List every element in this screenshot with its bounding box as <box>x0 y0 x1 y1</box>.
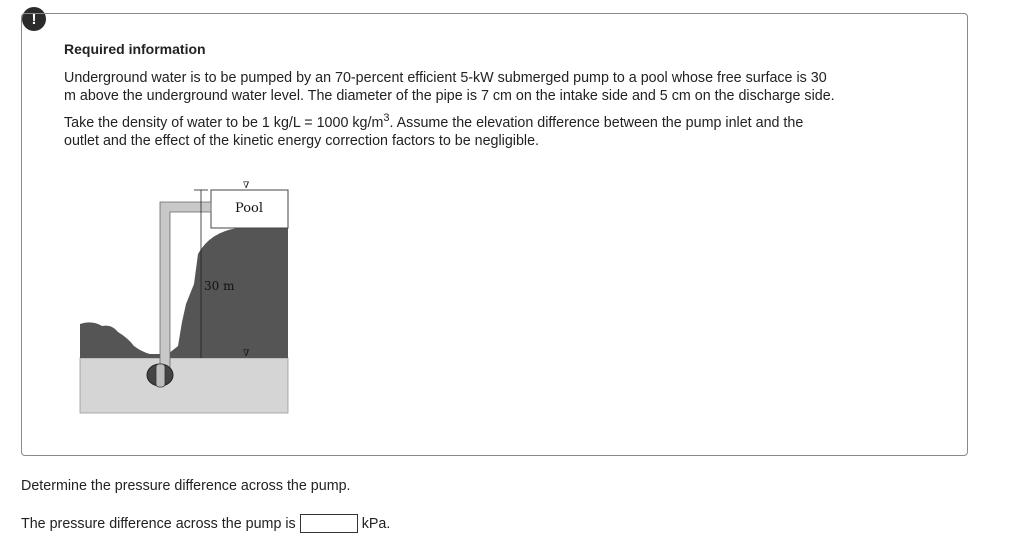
pump-inlet <box>156 364 165 387</box>
cubic-exponent: 3 <box>383 112 390 124</box>
problem-line-1: Underground water is to be pumped by an 70-percent efficient 5-kW submerged pump to a pool whose free surface is 30 <box>64 70 827 86</box>
underground-water <box>80 358 288 413</box>
problem-statement <box>64 69 944 150</box>
problem-line-3 <box>64 109 944 132</box>
problem-line-3-rest: . Assume the elevation difference between the pump inlet and the <box>389 114 804 131</box>
alert-icon: ! <box>22 7 46 31</box>
ground-surface-symbol: ∇ <box>243 349 250 359</box>
info-title: Required information <box>64 41 206 57</box>
problem-line-4: outlet and the effect of the kinetic energy correction factors to be negligible. <box>64 132 540 149</box>
terrain <box>80 222 288 358</box>
pool-surface-symbol: ∇ <box>243 181 250 191</box>
problem-line-3-text: Take the density of water to be 1 kg/L = 1000 kg/m <box>64 114 384 131</box>
pool-label: Pool <box>235 201 264 216</box>
question-prompt: Determine the pressure difference across the pump. <box>21 478 351 494</box>
pump-diagram <box>78 174 318 434</box>
answer-prefix: The pressure difference across the pump is <box>21 515 296 532</box>
height-label: 30 m <box>204 279 235 293</box>
answer-row <box>21 514 390 533</box>
problem-line-2: m above the underground water level. The diameter of the pipe is 7 cm on the intake side and 5 cm on the discharge side. <box>64 88 835 104</box>
answer-unit: kPa. <box>361 515 391 532</box>
pressure-difference-input[interactable] <box>300 514 358 533</box>
required-info-box <box>21 13 968 456</box>
